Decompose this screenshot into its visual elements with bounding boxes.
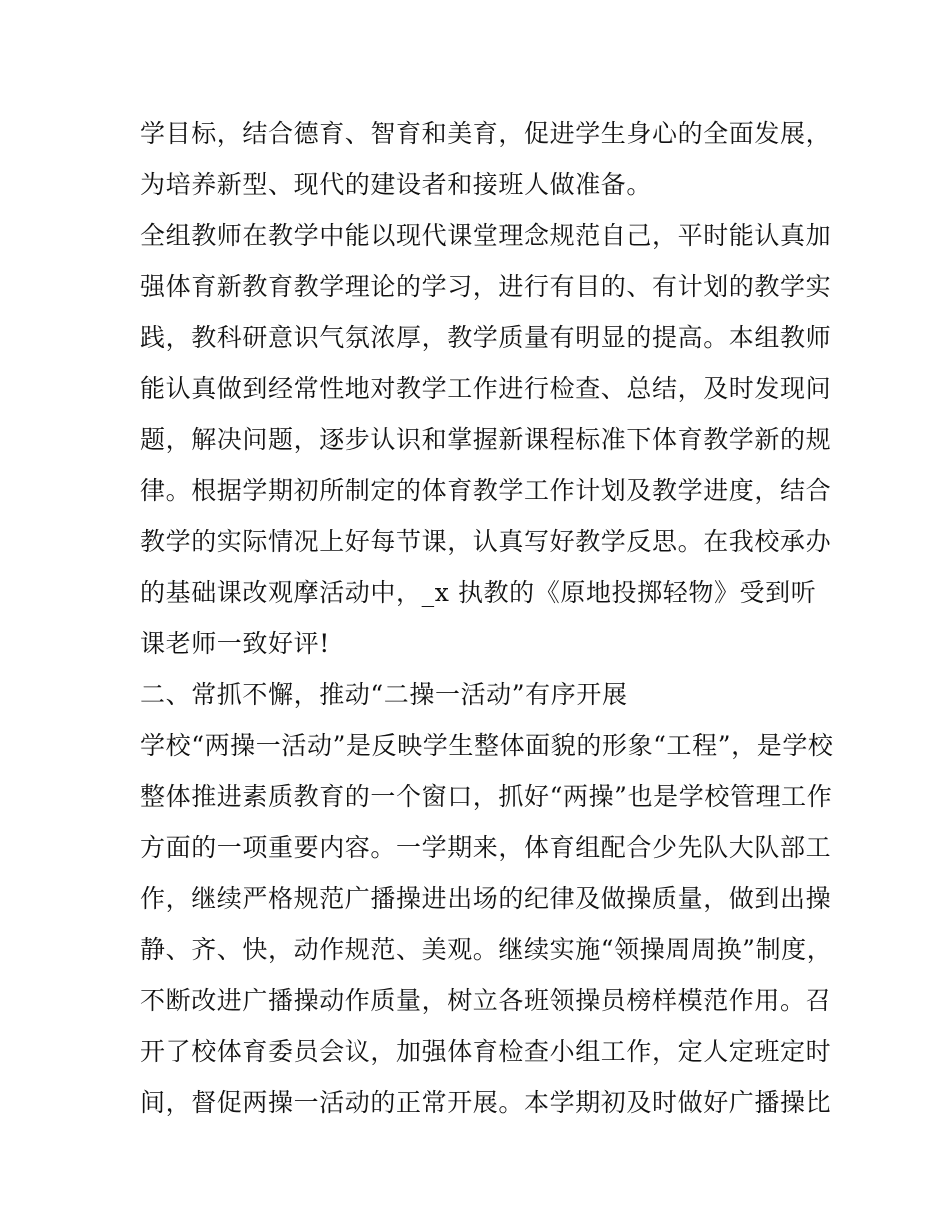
text-line: 课老师一致好评! bbox=[140, 629, 330, 658]
text-line: 方面的一项重要内容。一学期来，体育组配合少先队大队部工 bbox=[140, 833, 832, 862]
text-line: 能认真做到经常性地对教学工作进行检查、总结，及时发现问 bbox=[140, 374, 832, 403]
text-line: 开了校体育委员会议，加强体育检查小组工作，定人定班定时 bbox=[140, 1037, 832, 1066]
text-line: 题，解决问题，逐步认识和掌握新课程标准下体育教学新的规 bbox=[140, 425, 832, 454]
document-body bbox=[140, 108, 834, 1128]
text-line: 作，继续严格规范广播操进出场的纪律及做操质量，做到出操 bbox=[140, 884, 832, 913]
text-line: 整体推进素质教育的一个窗口，抓好“两操”也是学校管理工作 bbox=[140, 782, 833, 811]
section-heading: 二、常抓不懈，推动“二操一活动”有序开展 bbox=[140, 680, 628, 709]
text-line: 律。根据学期初所制定的体育教学工作计划及教学进度，结合 bbox=[140, 476, 832, 505]
text-line: 的基础课改观摩活动中，_x 执教的《原地投掷轻物》受到听 bbox=[140, 578, 817, 607]
text-line: 不断改进广播操动作质量，树立各班领操员榜样模范作用。召 bbox=[140, 986, 832, 1015]
text-line: 践，教科研意识气氛浓厚，教学质量有明显的提高。本组教师 bbox=[140, 323, 832, 352]
text-line: 间，督促两操一活动的正常开展。本学期初及时做好广播操比 bbox=[140, 1088, 832, 1117]
text-line: 强体育新教育教学理论的学习，进行有目的、有计划的教学实 bbox=[140, 272, 832, 301]
text-line: 静、齐、快，动作规范、美观。继续实施“领操周周换”制度， bbox=[140, 935, 833, 964]
text-line: 全组教师在教学中能以现代课堂理念规范自己，平时能认真加 bbox=[140, 221, 832, 250]
text-line: 学校“两操一活动”是反映学生整体面貌的形象“工程”，是学校 bbox=[140, 731, 834, 760]
text-line: 学目标，结合德育、智育和美育，促进学生身心的全面发展， bbox=[140, 119, 832, 148]
text-line: 为培养新型、现代的建设者和接班人做准备。 bbox=[140, 170, 653, 199]
text-line: 教学的实际情况上好每节课，认真写好教学反思。在我校承办 bbox=[140, 527, 832, 556]
